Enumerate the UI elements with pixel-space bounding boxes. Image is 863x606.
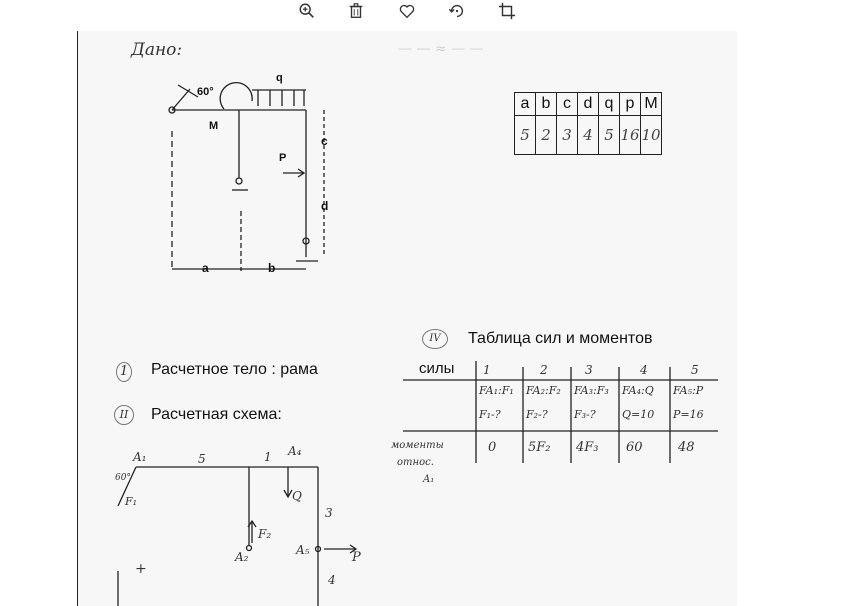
scanned-page (77, 31, 737, 606)
force-p-label: P (279, 152, 287, 164)
given-heading: Дано: (131, 40, 183, 60)
heart-icon (398, 2, 416, 20)
param-header: c (557, 93, 578, 116)
section-2-number: II (114, 405, 134, 425)
scheme-a5-label: A₅ (296, 543, 310, 557)
force-pair-cell: FA₁:F₁ (479, 384, 514, 397)
dim-b-label: b (268, 261, 276, 275)
zoom-in-button[interactable] (295, 0, 319, 22)
scheme-a1-label: A₁ (133, 450, 147, 464)
param-value: 16 (620, 116, 641, 155)
section-1-text: Расчетное тело : рама (151, 361, 318, 378)
scheme-f1-label: F₁ (125, 495, 138, 508)
param-value: 2 (536, 116, 557, 155)
zoom-in-icon (298, 2, 316, 20)
param-header: d (578, 93, 599, 116)
angle-label: 60° (197, 86, 214, 98)
forces-table-title: Таблица сил и моментов (468, 330, 653, 347)
delete-button[interactable] (344, 0, 368, 22)
force-pair-cell: FA₅:P (673, 384, 704, 397)
scheme-p-label: P (352, 550, 361, 565)
given-parameters-table (514, 92, 662, 155)
force-magnitude-cell: F₁-? (479, 408, 501, 421)
forces-column-number: 1 (483, 363, 491, 377)
scheme-span-3-label: 3 (325, 506, 333, 520)
force-pair-cell: FA₄:Q (622, 384, 654, 397)
forces-column-number: 3 (585, 363, 593, 377)
forces-column-number: 2 (540, 363, 548, 377)
moments-row-header: A₁ (423, 474, 435, 485)
scheme-span-4-label: 4 (328, 573, 336, 587)
scheme-span-5-label: 5 (198, 452, 206, 466)
moment-cell: 0 (488, 440, 497, 455)
moments-row-header: моменты (391, 440, 444, 451)
force-magnitude-cell: F₂-? (526, 408, 548, 421)
crop-icon (498, 2, 516, 20)
scheme-q-label: Q (292, 489, 302, 503)
forces-column-number: 5 (691, 363, 699, 377)
param-value: 10 (641, 116, 662, 155)
rotate-icon (448, 2, 466, 20)
moment-cell: 60 (626, 440, 643, 455)
scheme-sign-convention: + (135, 561, 147, 577)
bleed-through-text: — — ≈ — — (398, 41, 484, 57)
image-viewer-toolbar (0, 0, 863, 30)
scheme-a4-label: A₄ (288, 444, 302, 458)
param-value: 3 (557, 116, 578, 155)
force-magnitude-cell: P=16 (673, 408, 704, 421)
force-magnitude-cell: Q=10 (622, 408, 655, 421)
section-2-text: Расчетная схема: (151, 406, 282, 423)
moment-m-label: M (209, 120, 219, 132)
scheme-angle-label: 60° (115, 473, 131, 483)
dim-a-label: a (202, 261, 209, 275)
param-value: 5 (599, 116, 620, 155)
load-q-label: q (276, 72, 283, 84)
force-pair-cell: FA₂:F₂ (526, 384, 561, 397)
moment-cell: 5F₂ (528, 440, 551, 455)
moment-cell: 48 (678, 440, 695, 455)
param-header: M (641, 93, 662, 116)
scheme-span-1-label: 1 (264, 450, 272, 464)
favorite-button[interactable] (395, 0, 419, 22)
param-value: 5 (515, 116, 536, 155)
rotate-button[interactable] (445, 0, 469, 22)
force-pair-cell: FA₃:F₃ (574, 384, 609, 397)
forces-row-header: силы (419, 360, 455, 377)
param-header: p (620, 93, 641, 116)
param-header: a (515, 93, 536, 116)
dim-d-label: d (321, 199, 329, 213)
force-magnitude-cell: F₃-? (574, 408, 596, 421)
param-value: 4 (578, 116, 599, 155)
param-header: b (536, 93, 557, 116)
scheme-a2-label: A₂ (235, 550, 249, 564)
section-4-number: IV (422, 329, 448, 349)
section-1-number: 1 (116, 362, 132, 382)
forces-column-number: 4 (640, 363, 648, 377)
dim-c-label: c (321, 134, 328, 148)
crop-button[interactable] (495, 0, 519, 22)
trash-icon (347, 2, 365, 20)
moment-cell: 4F₃ (576, 440, 599, 455)
param-header: q (599, 93, 620, 116)
scheme-f2-label: F₂ (258, 527, 272, 541)
moments-row-header: относ. (397, 457, 434, 468)
